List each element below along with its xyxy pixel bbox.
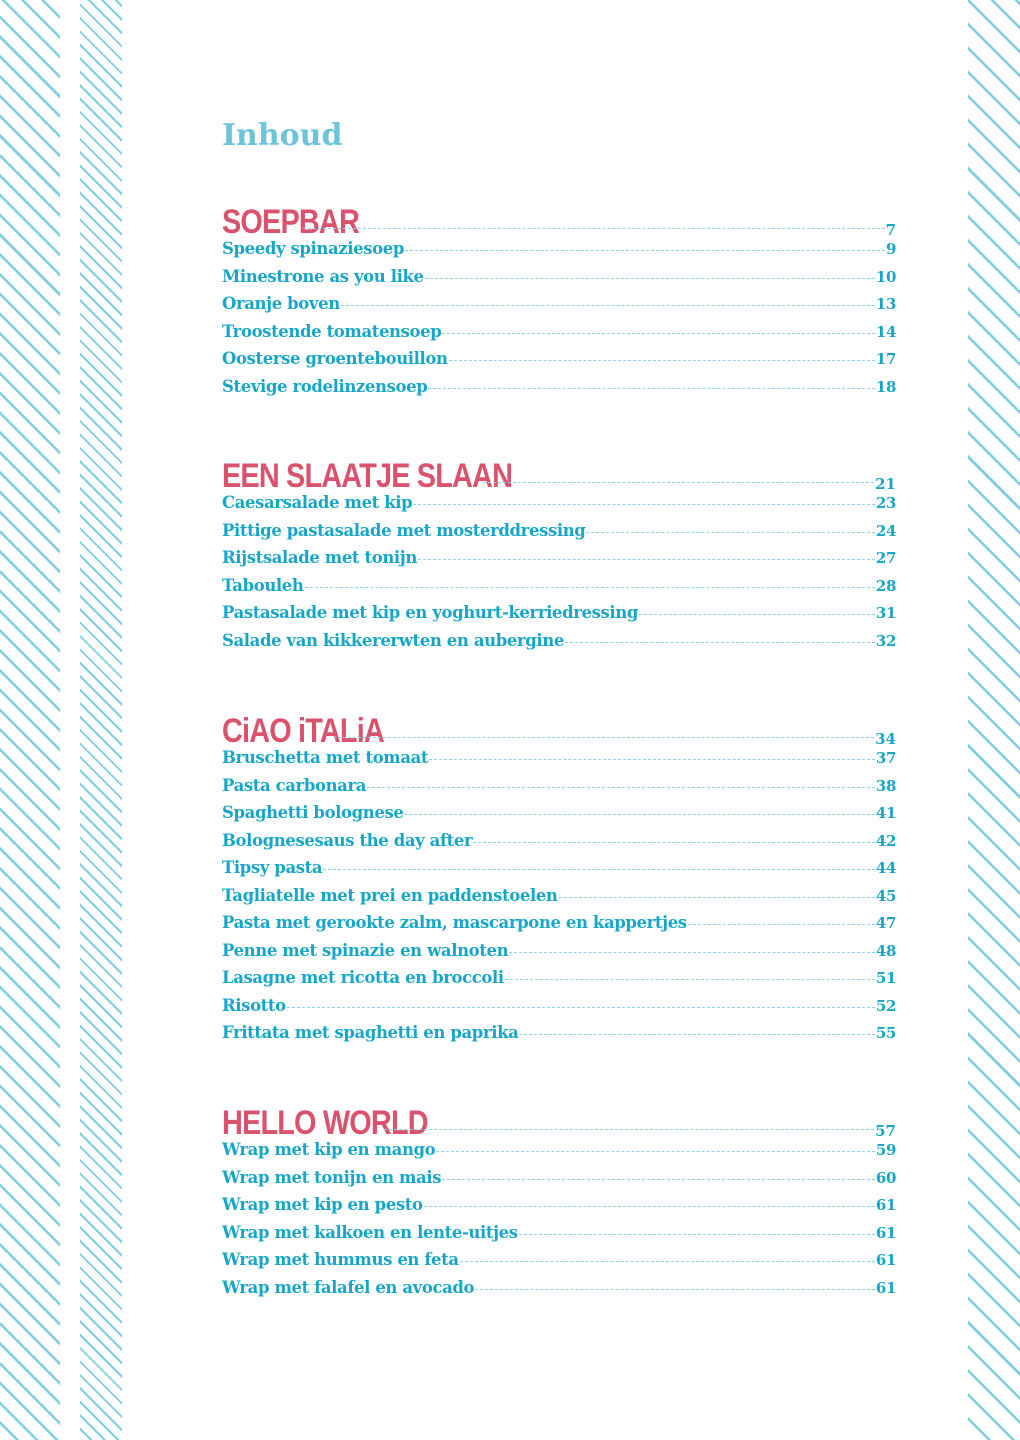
page-number: 61 [875,1223,896,1242]
page-number: 24 [875,521,896,540]
page-number: 60 [875,1168,896,1187]
page-number: 31 [875,604,896,622]
toc-entry[interactable] [222,631,896,659]
dot-leader [384,1129,874,1130]
toc-entry[interactable] [222,1195,896,1223]
entry-title: Tagliatelle met prei en paddenstoelen [222,885,558,905]
page-number: 28 [875,576,896,595]
dot-leader [586,532,874,533]
page-number: 23 [875,494,896,512]
toc-entry[interactable] [222,1250,896,1278]
entry-title: Rijstsalade met tonijn [222,548,417,567]
toc-entry[interactable] [222,748,896,776]
entry-title: Penne met spinazie en walnoten [222,940,509,960]
dot-leader [323,869,875,870]
dot-leader [519,1034,875,1035]
entry-title: Lasagne met ricotta en broccoli [222,968,504,987]
toc-entry[interactable] [222,776,896,804]
page-number: 47 [875,914,896,932]
toc-entry[interactable] [222,1223,896,1251]
page-number: 57 [875,1122,896,1140]
entry-title: Pasta carbonara [222,775,367,795]
page-number: 38 [875,776,896,795]
section-heading[interactable] [222,1104,896,1140]
entry-title: Pasta met gerookte zalm, mascarpone en kappertjes [222,913,687,932]
entry-title: Pastasalade met kip en yoghurt-kerriedressing [222,603,638,622]
toc-entry[interactable] [222,831,896,859]
dot-leader [519,1234,875,1235]
toc-entry[interactable] [222,548,896,576]
entry-title: Caesarsalade met kip [222,493,413,512]
page-number: 61 [875,1278,896,1297]
dot-leader [449,360,875,361]
page-number: 18 [875,377,896,396]
entry-title: Stevige rodelinzensoep [222,376,428,396]
section-title: EEN SLAATJE SLAAN [222,457,513,495]
dot-leader [405,250,885,251]
page-number: 9 [885,240,896,258]
toc-entry[interactable] [222,886,896,914]
section-title: SOEPBAR [222,203,359,241]
dot-leader [404,814,874,815]
entry-title: Wrap met tonijn en mais [222,1167,442,1187]
toc-entry[interactable] [222,1023,896,1051]
dot-leader [509,952,875,953]
entry-title: Risotto [222,995,286,1015]
toc-entry[interactable] [222,913,896,941]
entry-title: Tabouleh [222,575,304,595]
page-number: 55 [875,1024,896,1042]
dot-leader [367,787,875,788]
page-number: 17 [875,350,896,368]
page-number: 21 [875,475,896,493]
page-number: 41 [875,804,896,822]
page-number: 42 [875,831,896,850]
toc-entry[interactable] [222,968,896,996]
dot-leader [639,614,875,615]
page-title: Inhoud [222,118,343,153]
entry-title: Spaghetti bolognese [222,803,404,822]
entry-title: Salade van kikkererwten en aubergine [222,630,564,650]
page-number: 37 [875,749,896,767]
entry-title: Oranje boven [222,294,340,313]
toc-entry[interactable] [222,521,896,549]
dot-leader [287,1007,875,1008]
toc-section [222,203,896,404]
dot-leader [483,482,874,483]
entry-title: Minestrone as you like [222,266,424,286]
dot-leader [305,587,875,588]
page-number: 51 [875,969,896,987]
entry-title: Troostende tomatensoep [222,321,442,341]
toc-entry[interactable] [222,239,896,267]
dot-leader [565,642,875,643]
page-number: 34 [875,730,896,748]
page-number: 7 [885,221,896,239]
toc-section [222,1104,896,1305]
toc-entry[interactable] [222,603,896,631]
page-number: 14 [875,322,896,341]
entry-title: Wrap met falafel en avocado [222,1277,475,1297]
decorative-stripes-right [968,0,1020,1440]
entry-title: Pittige pastasalade met mosterddressing [222,520,586,540]
section-title: CiAO iTALiA [222,712,384,750]
page-number: 10 [875,267,896,286]
dot-leader [303,228,884,229]
page-number: 61 [875,1196,896,1214]
page-number: 44 [875,859,896,877]
page-number: 45 [875,886,896,905]
toc-entry[interactable] [222,377,896,405]
entry-title: Wrap met kip en pesto [222,1195,423,1214]
toc-entry[interactable] [222,858,896,886]
entry-title: Oosterse groentebouillon [222,349,448,368]
toc-entry[interactable] [222,803,896,831]
toc-section [222,712,896,1051]
page-number: 48 [875,941,896,960]
page-number: 52 [875,996,896,1015]
toc-entry[interactable] [222,349,896,377]
section-title: HELLO WORLD [222,1104,428,1142]
decorative-stripes-left-outer [0,0,60,1440]
entry-title: Tipsy pasta [222,858,323,877]
dot-leader [424,1206,875,1207]
toc-entry[interactable] [222,267,896,295]
entry-title: Bolognesesaus the day after [222,830,473,850]
toc-entry[interactable] [222,294,896,322]
toc-entry[interactable] [222,493,896,521]
entry-title: Frittata met spaghetti en paprika [222,1023,519,1042]
page-number: 13 [875,295,896,313]
dot-leader [475,1289,875,1290]
toc-section [222,457,896,658]
dot-leader [429,759,875,760]
dot-leader [425,278,875,279]
section-heading[interactable] [222,457,896,493]
dot-leader [436,1151,875,1152]
toc-entry[interactable] [222,1140,896,1168]
entry-title: Speedy spinaziesoep [222,239,404,258]
toc-entry[interactable] [222,1168,896,1196]
page-number: 27 [875,549,896,567]
section-heading[interactable] [222,203,896,239]
toc-entry[interactable] [222,1278,896,1306]
dot-leader [559,897,875,898]
toc-entry[interactable] [222,322,896,350]
dot-leader [473,842,875,843]
decorative-stripes-left-inner [80,0,122,1440]
dot-leader [442,1179,875,1180]
page-number: 59 [875,1141,896,1159]
entry-title: Bruschetta met tomaat [222,748,429,767]
dot-leader [333,737,875,738]
page-number: 32 [875,631,896,650]
dot-leader [413,504,875,505]
toc-entry[interactable] [222,941,896,969]
entry-title: Wrap met hummus en feta [222,1250,459,1269]
dot-leader [428,388,875,389]
dot-leader [341,305,875,306]
toc-entry[interactable] [222,996,896,1024]
dot-leader [442,333,875,334]
toc-entry[interactable] [222,576,896,604]
entry-title: Wrap met kalkoen en lente-uitjes [222,1222,518,1242]
dot-leader [460,1261,875,1262]
page-number: 61 [875,1251,896,1269]
dot-leader [418,559,875,560]
entry-title: Wrap met kip en mango [222,1140,436,1159]
dot-leader [688,924,875,925]
section-heading[interactable] [222,712,896,748]
dot-leader [505,979,875,980]
